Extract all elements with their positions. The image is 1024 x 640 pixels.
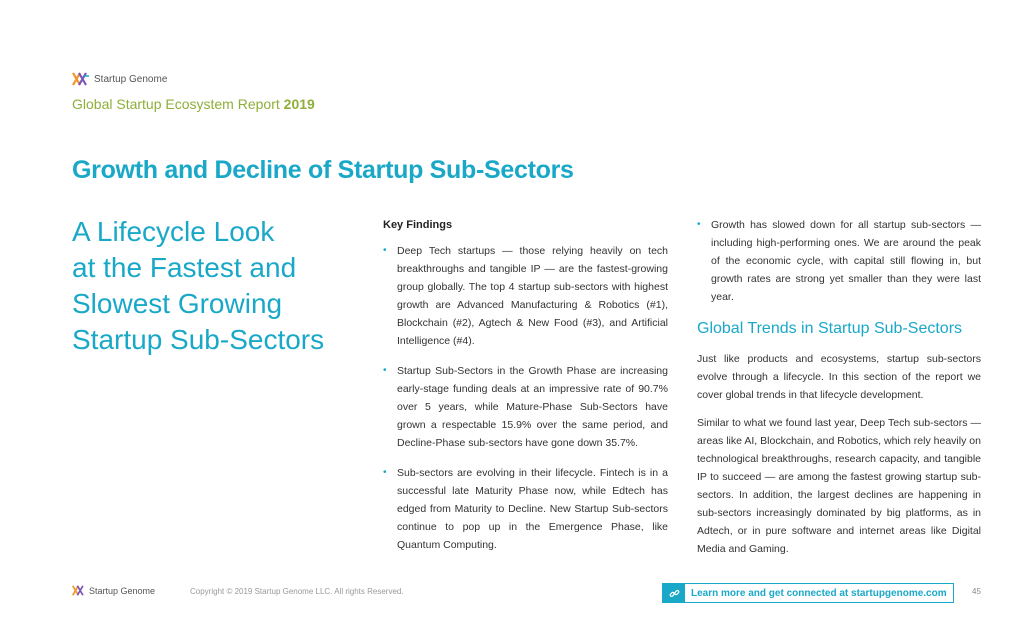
learn-more-label[interactable]: Learn more and get connected at startupgenome.com [691,587,947,599]
right-column [697,216,981,568]
list-item: • Sub-sectors are evolving in their lifecycle. Fintech is in a successful late Maturity Phase now, while Edtech has edged from Maturity to Decline. New Startup Sub-sectors continue to pop up in the Emergence Phase, like Quantum Computing. [383,464,668,554]
startup-genome-logo-icon [72,585,86,596]
startup-genome-logo-icon [72,72,90,86]
subtitle-line: Startup Sub-Sectors [72,324,325,355]
list-item: • Startup Sub-Sectors in the Growth Phase are increasing early-stage funding deals at an impressive rate of 90.7% over 5 years, while Mature-Phase Sub-Sectors have grown a respectable 15.9% over the same period, and Decline-Phase sub-sectors have gone down 35.7%. [383,362,668,452]
report-title [72,96,315,112]
page-number: 45 [972,587,981,596]
footer-logo-text: Startup Genome [89,585,156,596]
paragraph: Just like products and ecosystems, startup sub-sectors evolve through a lifecycle. In this section of the report we cover global trends in that lifecycle development. [697,353,981,401]
subtitle-line: Slowest Growing [72,288,283,319]
report-title-year: 2019 [283,96,315,112]
key-findings-list [383,242,668,554]
list-item: • Deep Tech startups — those relying heavily on tech breakthroughs and tangible IP — are the fastest-growing group globally. The top 4 startup sub-sectors with highest growth are Advanced Manufacturing & Robotics (#1), Blockchain (#2), Agtech & New Food (#3), and Artificial Intelligence (#4). [383,242,668,350]
global-trends-title: Global Trends in Startup Sub-Sectors [697,320,963,337]
list-item: • Growth has slowed down for all startup sub-sectors — including high-performing ones. We are around the peak of the economic cycle, with capital still flowing in, but growth rates are strong yet smaller than they were last year. [697,216,981,306]
header-logo [72,72,167,86]
learn-more-link[interactable] [662,583,954,603]
right-bullets [697,216,981,306]
footer-logo [72,585,155,596]
page-heading: Growth and Decline of Startup Sub-Sectors [72,156,574,184]
report-title-prefix: Global Startup Ecosystem Report [72,96,284,112]
logo-text: Startup Genome [94,73,168,85]
paragraph: Similar to what we found last year, Deep Tech sub-sectors — areas like AI, Blockchain, and Robotics, which rely heavily on technological breakthroughs, research capacity, and tangible IP to succeed — are among the fastest growing startup sub-sectors. In addition, the largest declines are happening in sub-sectors increasingly dominated by big platforms, as in Adtech, or in pure software and internet areas like Digital Media and Gaming. [697,417,981,555]
copyright-text: Copyright © 2019 Startup Genome LLC. All rights Reserved. [190,587,404,596]
subtitle-line: A Lifecycle Look [72,216,275,247]
key-findings-title: Key Findings [383,219,453,231]
key-findings-column [383,216,668,566]
subtitle-line: at the Fastest and [72,252,297,283]
section-subtitle [72,214,362,358]
link-icon [663,584,685,602]
